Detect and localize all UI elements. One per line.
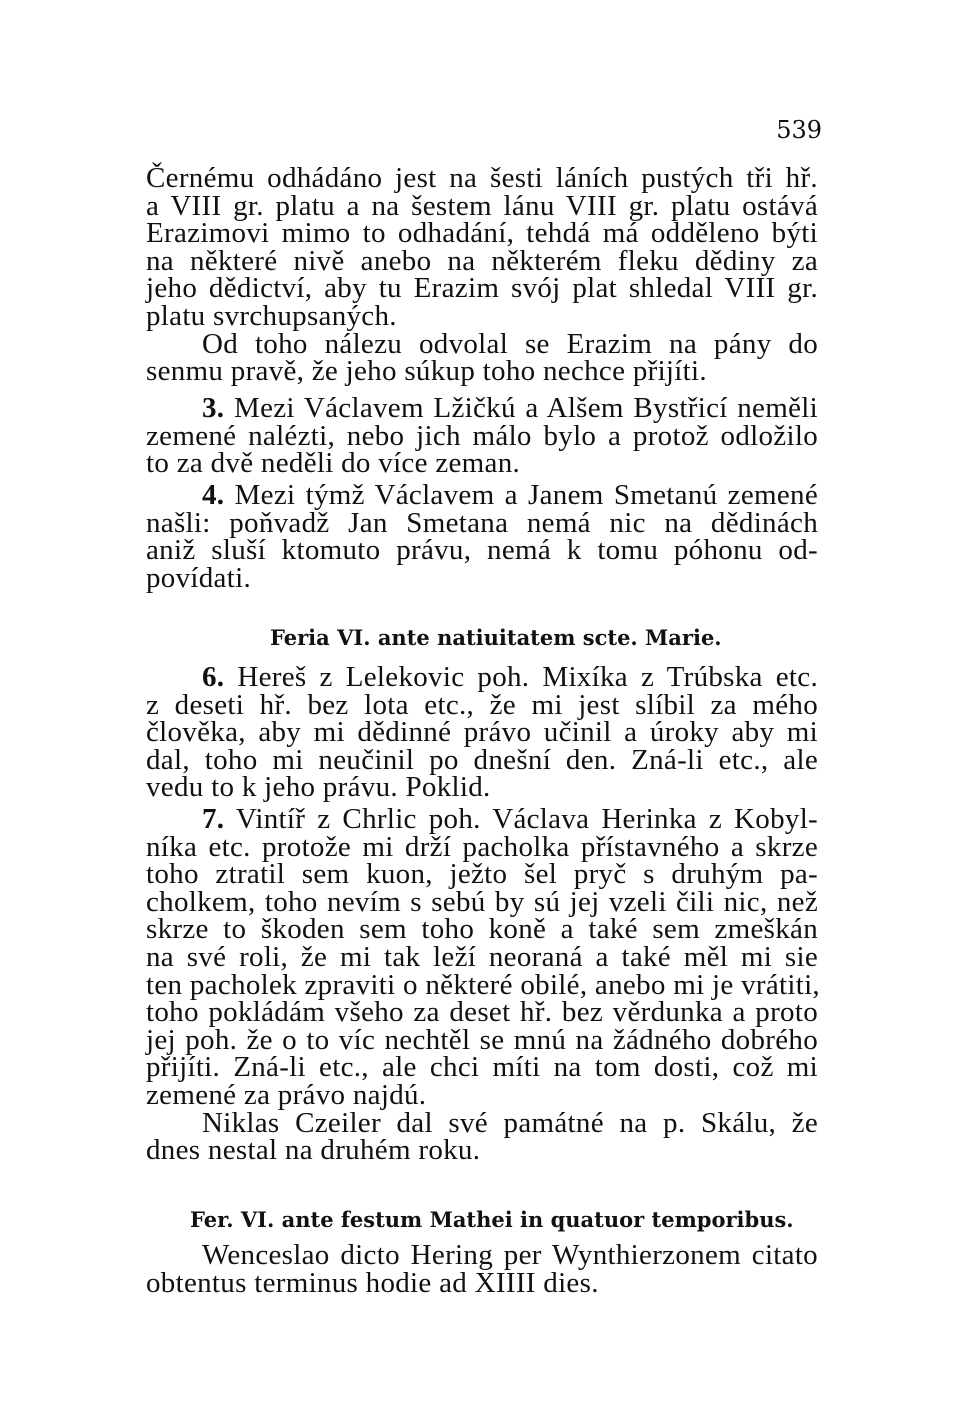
text-line: aniž sluší ktomuto právu, nemá k tomu póhonu od-: [146, 534, 818, 567]
text-line: to za dvě neděli do více zeman.: [146, 447, 521, 480]
entry-number: 4.: [202, 479, 225, 511]
text-line: našli: poňvadž Jan Smetana nemá nic na dědinách: [146, 506, 818, 539]
entry-4: [146, 479, 818, 594]
text-line: člověka, aby mi dědinné právo učinil a úroky aby mi: [146, 716, 818, 749]
entry-first-line: [146, 661, 818, 693]
entry-first-line: [146, 803, 819, 835]
entry-first-line: [146, 479, 818, 511]
text-line: vedu to k jeho právu. Poklid.: [146, 771, 491, 804]
text-line: Hereš z Lelekovic poh. Mixíka z Trúbska etc.: [237, 661, 818, 693]
text-line: na své roli, že mi tak leží neoraná a také měl mi sie: [146, 940, 818, 973]
text-line: povídati.: [146, 561, 251, 594]
entry-7: [146, 803, 820, 1167]
entry-3: [146, 392, 818, 480]
text-line: zemené za právo najdú.: [146, 1078, 427, 1111]
text-line: cholkem, toho nevím s sebú by sú jej vzeli čili nic, než: [146, 885, 818, 918]
text-line: Mezi týmž Václavem a Janem Smetanú zemené: [234, 479, 818, 511]
text-line: jej poh. že o to víc nechtěl se mnú na žádného dobrého: [146, 1023, 818, 1056]
section-heading: Fer. VI. ante festum Mathei in quatuor temporibus.: [190, 1207, 794, 1232]
text-line: platu svrchupsaných.: [146, 299, 397, 332]
text-line: z deseti hř. bez lota etc., že mi jest slíbil za mého: [146, 688, 818, 721]
text-line: senmu pravě, že jeho súkup toho nechce přijíti.: [146, 355, 707, 388]
text-line: přijíti. Zná-li etc., ale chci míti na tom dosti, což mi: [146, 1051, 818, 1084]
text-line: dal, toho mi neučinil po dnešní den. Zná-li etc., ale: [146, 743, 818, 776]
text-line: Mezi Václavem Lžičkú a Alšem Bystřicí neměli: [233, 392, 818, 424]
text-line: dnes nestal na druhém roku.: [146, 1134, 481, 1167]
paragraph-wenceslao: [146, 1239, 818, 1299]
text-line: na některé nivě anebo na některém fleku dědiny za: [146, 244, 818, 277]
text-line: ten pacholek zpraviti o některé obilé, anebo mi je vrátiti,: [146, 968, 820, 1001]
entry-first-line: [146, 392, 818, 424]
text-line: jeho dědictví, aby tu Erazim svój plat shledal VIII gr.: [146, 272, 818, 305]
text-line: obtentus terminus hodie ad XIIII dies.: [146, 1266, 599, 1299]
text-line: zemené nalézti, nebo jich málo bylo a protož odložilo: [146, 419, 818, 452]
text-line: Vintíř z Chrlic poh. Václava Herinka z Kobyl-: [235, 803, 819, 835]
text-line: Od toho nálezu odvolal se Erazim na pány do: [202, 327, 818, 360]
text-line: Černému odhádáno jest na šesti láních pustých tři hř.: [146, 162, 818, 194]
text-line: Niklas Czeiler dal své památné na p. Skálu, že: [202, 1106, 818, 1139]
text-line: a VIII gr. platu a na šestem lánu VIII gr. platu ostává: [146, 189, 818, 222]
entry-6: [146, 661, 818, 804]
section-heading: Feria VI. ante natiuitatem scte. Marie.: [270, 625, 722, 650]
entry-number: 3.: [202, 392, 225, 424]
entry-number: 6.: [202, 661, 225, 693]
text-line: níka etc. protože mi drží pacholka přístavného a skrze: [146, 830, 818, 863]
page-number: 539: [776, 116, 822, 144]
text-line: skrze to škoden sem toho koně a také sem zmeškán: [146, 913, 818, 946]
text-line: toho pokládám všeho za deset hř. bez věrdunka a proto: [146, 996, 818, 1029]
entry-number: 7.: [202, 803, 225, 835]
text-line: Erazimovi mimo to odhadání, tehdá má odděleno býti: [146, 217, 818, 250]
text-line: toho ztratil sem kuon, ježto šel pryč s druhým pa-: [146, 858, 818, 891]
text-line: Wenceslao dicto Hering per Wynthierzonem citato: [202, 1239, 818, 1271]
paragraph-odhadani: [146, 162, 818, 388]
